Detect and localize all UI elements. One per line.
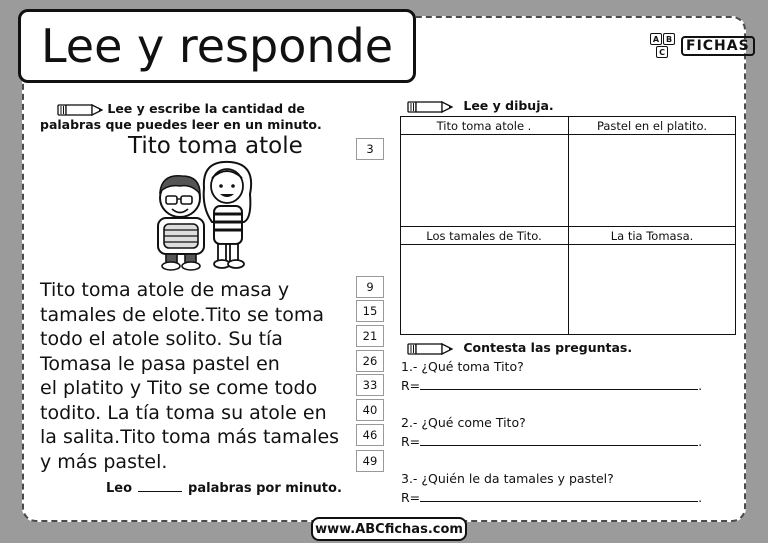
- draw-cell-label: La tia Tomasa.: [610, 229, 694, 243]
- cube-c: C: [656, 46, 668, 58]
- draw-instruction: [401, 98, 554, 114]
- story-title: Tito toma atole: [128, 133, 303, 159]
- story-line: Tomasa le pasa pastel en: [40, 352, 280, 375]
- children-illustration: [152, 158, 260, 274]
- reading-prompt-start: Leo: [106, 481, 133, 496]
- pencil-icon: [57, 104, 103, 116]
- drawing-grid: [400, 116, 736, 335]
- left-instruction-line2: palabras que puedes leer en un minuto.: [40, 117, 322, 132]
- answer-3[interactable]: R= .: [401, 490, 703, 505]
- story-line: la salita.Tito toma más tamales: [40, 426, 340, 448]
- logo-text: FICHAS: [681, 36, 755, 56]
- answer-prefix: R=: [401, 434, 421, 449]
- story-line: Tito toma atole de masa y: [40, 279, 290, 301]
- word-count-box: 49: [356, 450, 384, 472]
- answer-prefix: R=: [401, 490, 421, 505]
- title-count-box: 3: [356, 138, 384, 160]
- word-count-box: 9: [356, 276, 384, 298]
- story-line: todo el atole solito. Su tía: [40, 328, 283, 350]
- word-count-box: 26: [356, 350, 384, 372]
- story-line: el platito y Tito se come todo: [40, 377, 318, 399]
- website-footer[interactable]: www.ABCfichas.com: [311, 517, 467, 541]
- abcfichas-logo: [650, 33, 755, 59]
- story-line: tamales de elote.Tito se toma: [40, 303, 324, 326]
- page-title: Lee y responde: [40, 19, 394, 73]
- reading-blank[interactable]: [138, 491, 182, 492]
- question-1: 1.- ¿Qué toma Tito?: [401, 359, 524, 374]
- word-count-box: 40: [356, 399, 384, 421]
- story-text: [40, 278, 339, 474]
- title-box: [18, 9, 416, 83]
- left-instruction-line1: Lee y escribe la cantidad de: [107, 101, 305, 116]
- draw-cell-label: Los tamales de Tito.: [426, 229, 542, 243]
- answer-prefix: R=: [401, 378, 421, 393]
- question-2: 2.- ¿Qué come Tito?: [401, 415, 526, 430]
- cube-b: B: [663, 33, 675, 45]
- cube-a: A: [650, 33, 662, 45]
- word-count-box: 15: [356, 300, 384, 322]
- answer-line[interactable]: [420, 379, 698, 390]
- questions-instruction-label: Contesta las preguntas.: [463, 340, 633, 355]
- reading-speed-prompt: [106, 481, 342, 496]
- draw-cell-label: Tito toma atole .: [436, 119, 532, 133]
- questions-instruction: [401, 340, 632, 356]
- word-count-box: 46: [356, 424, 384, 446]
- story-line: todito. La tía toma su atole en: [40, 401, 327, 424]
- left-instruction: [57, 101, 357, 117]
- pencil-icon: [401, 101, 459, 113]
- abc-cubes-icon: [650, 33, 678, 59]
- answer-1[interactable]: R= .: [401, 378, 703, 393]
- word-count-box: 33: [356, 374, 384, 396]
- word-count-box: 21: [356, 325, 384, 347]
- question-3: 3.- ¿Quién le da tamales y pastel?: [401, 471, 614, 486]
- draw-instruction-label: Lee y dibuja.: [463, 98, 554, 113]
- draw-cell-label: Pastel en el platito.: [596, 119, 708, 133]
- pencil-icon: [401, 343, 459, 355]
- answer-line[interactable]: [420, 491, 698, 502]
- answer-2[interactable]: R= .: [401, 434, 703, 449]
- reading-prompt-end: palabras por minuto.: [188, 481, 342, 496]
- answer-line[interactable]: [420, 435, 698, 446]
- story-line: y más pastel.: [40, 450, 168, 473]
